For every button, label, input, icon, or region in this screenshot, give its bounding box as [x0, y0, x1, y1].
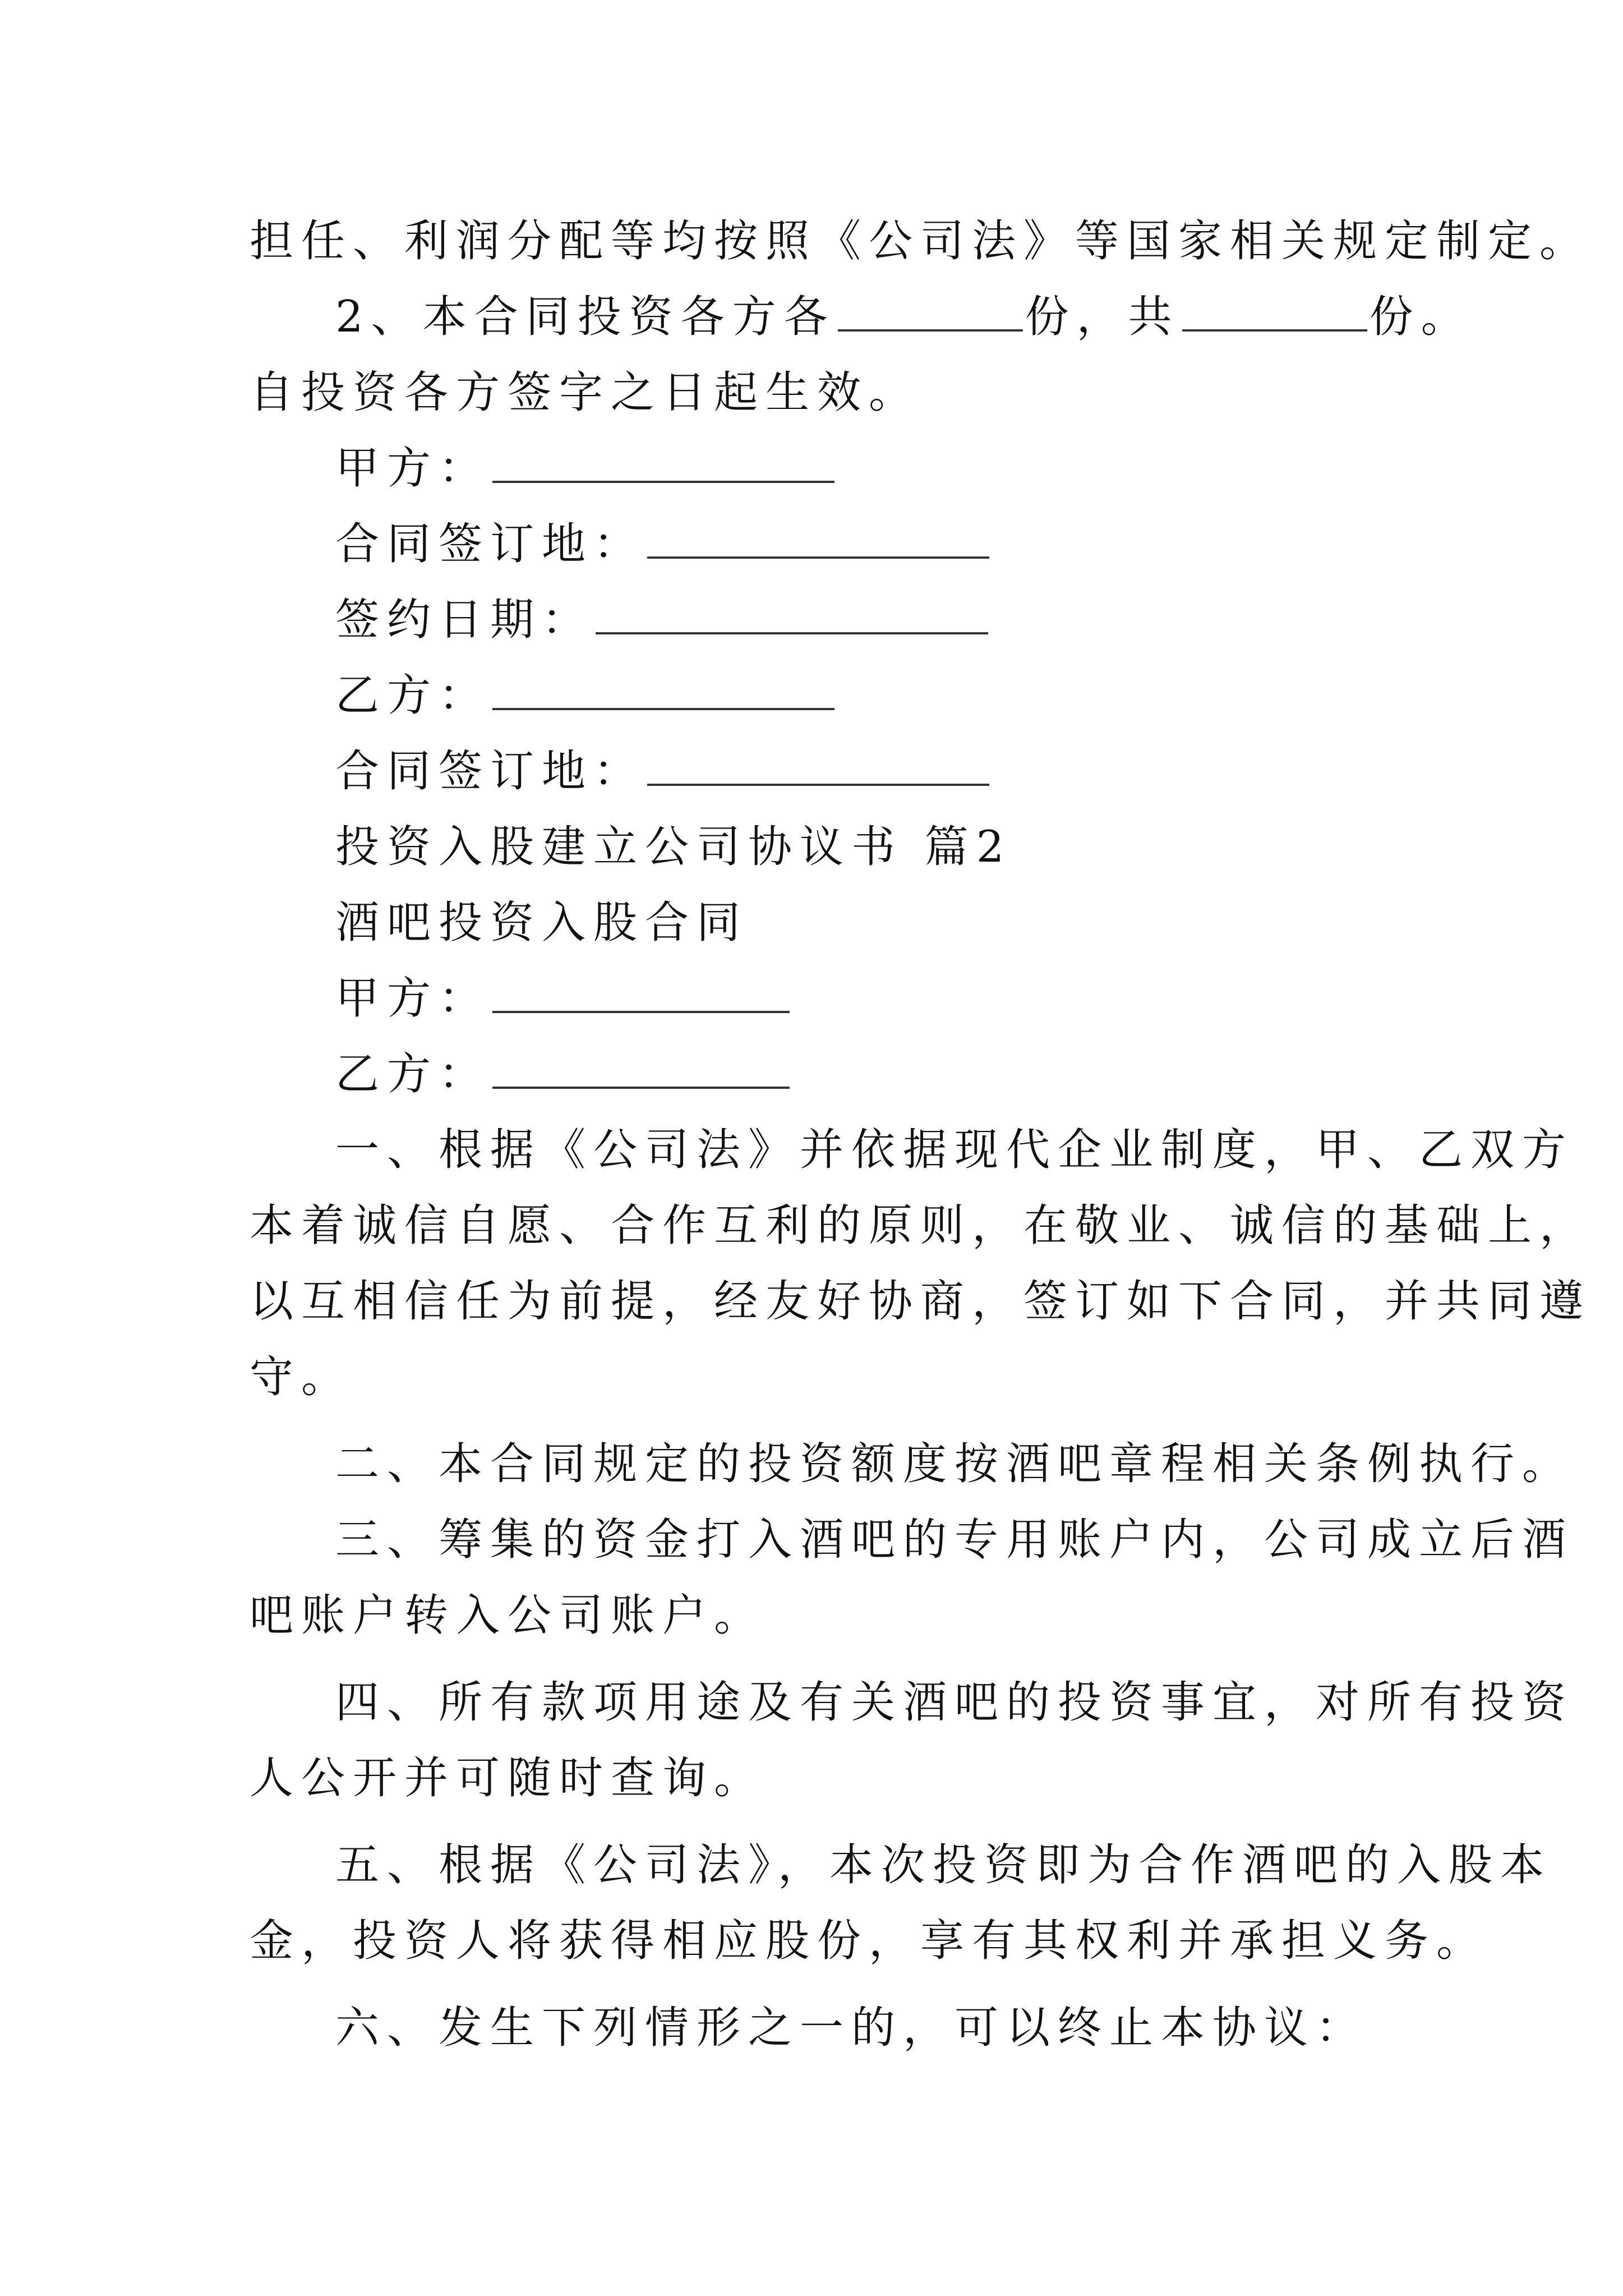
paragraph-line [250, 1198, 1591, 1254]
fill-in-blank [492, 977, 790, 1013]
paragraph-line [335, 1512, 1574, 1568]
fill-in-blank [1182, 296, 1367, 332]
paragraph-line [250, 1588, 766, 1644]
line-text: 一、根据《公司法》并依据现代企业制度，甲、乙双方 [335, 1125, 1574, 1175]
contract-title [335, 895, 748, 951]
paragraph-line [250, 1349, 353, 1405]
fill-in-blank [492, 1053, 790, 1089]
fill-in-blank [596, 599, 988, 634]
fill-in-blank [838, 296, 1023, 332]
paragraph-line [250, 213, 1591, 269]
line-text: 份，共 [1025, 292, 1180, 342]
field-label: 乙方： [335, 670, 491, 721]
paragraph-line [250, 1273, 1591, 1329]
line-text: 以互相信任为前提，经友好协商，签订如下合同，并共同遵 [250, 1276, 1592, 1327]
field-label: 合同签订地： [335, 519, 645, 569]
fill-in-blank [492, 674, 834, 710]
field-label: 合同签订地： [335, 746, 645, 797]
line-text: 三、筹集的资金打入酒吧的专用账户内，公司成立后酒 [335, 1515, 1574, 1565]
line-text: 六、发生下列情形之一的，可以终止本协议： [335, 2003, 1368, 2053]
line-text: 份。 [1369, 292, 1473, 342]
signature-field [335, 743, 992, 799]
paragraph-line [250, 1913, 1488, 1969]
line-text: 吧账户转入公司账户。 [250, 1590, 766, 1641]
line-text: 2、本合同投资各方各 [335, 292, 836, 342]
paragraph-line [250, 365, 920, 421]
paragraph-line [335, 1122, 1574, 1178]
signature-field [335, 970, 792, 1027]
paragraph-line [335, 2000, 1367, 2056]
line-text: 四、所有款项用途及有关酒吧的投资事宜，对所有投资 [335, 1677, 1574, 1728]
line-text: 二、本合同规定的投资额度按酒吧章程相关条例执行。 [335, 1439, 1574, 1489]
paragraph-line [335, 1837, 1552, 1893]
signature-field [335, 1046, 792, 1102]
field-label: 甲方： [335, 443, 491, 494]
line-text: 金，投资人将获得相应股份，享有其权利并承担义务。 [250, 1916, 1488, 1966]
paragraph-line [250, 1750, 766, 1806]
paragraph-line [335, 289, 1473, 345]
signature-field [335, 668, 837, 724]
line-text: 自投资各方签字之日起生效。 [250, 367, 921, 418]
fill-in-blank [492, 447, 834, 483]
paragraph-line [335, 1674, 1574, 1731]
line-text: 人公开并可随时查询。 [250, 1753, 766, 1803]
line-text: 本着诚信自愿、合作互利的原则，在敬业、诚信的基础上， [250, 1200, 1592, 1251]
fill-in-blank [647, 750, 989, 786]
line-text: 担任、利润分配等均按照《公司法》等国家相关规定制定。 [250, 216, 1592, 266]
signature-field [335, 592, 990, 648]
signature-field [335, 440, 837, 496]
field-label: 甲方： [335, 973, 491, 1024]
signature-field [335, 516, 992, 572]
paragraph-line [335, 1436, 1574, 1492]
section-heading [335, 819, 1012, 875]
line-text: 五、根据《公司法》，本次投资即为合作酒吧的入股本 [335, 1840, 1552, 1890]
heading-text: 投资入股建立公司协议书 篇2 [335, 822, 1012, 872]
title-text: 酒吧投资入股合同 [335, 898, 749, 948]
fill-in-blank [647, 523, 989, 559]
field-label: 乙方： [335, 1049, 491, 1099]
line-text: 守。 [250, 1352, 353, 1402]
field-label: 签约日期： [335, 595, 594, 645]
